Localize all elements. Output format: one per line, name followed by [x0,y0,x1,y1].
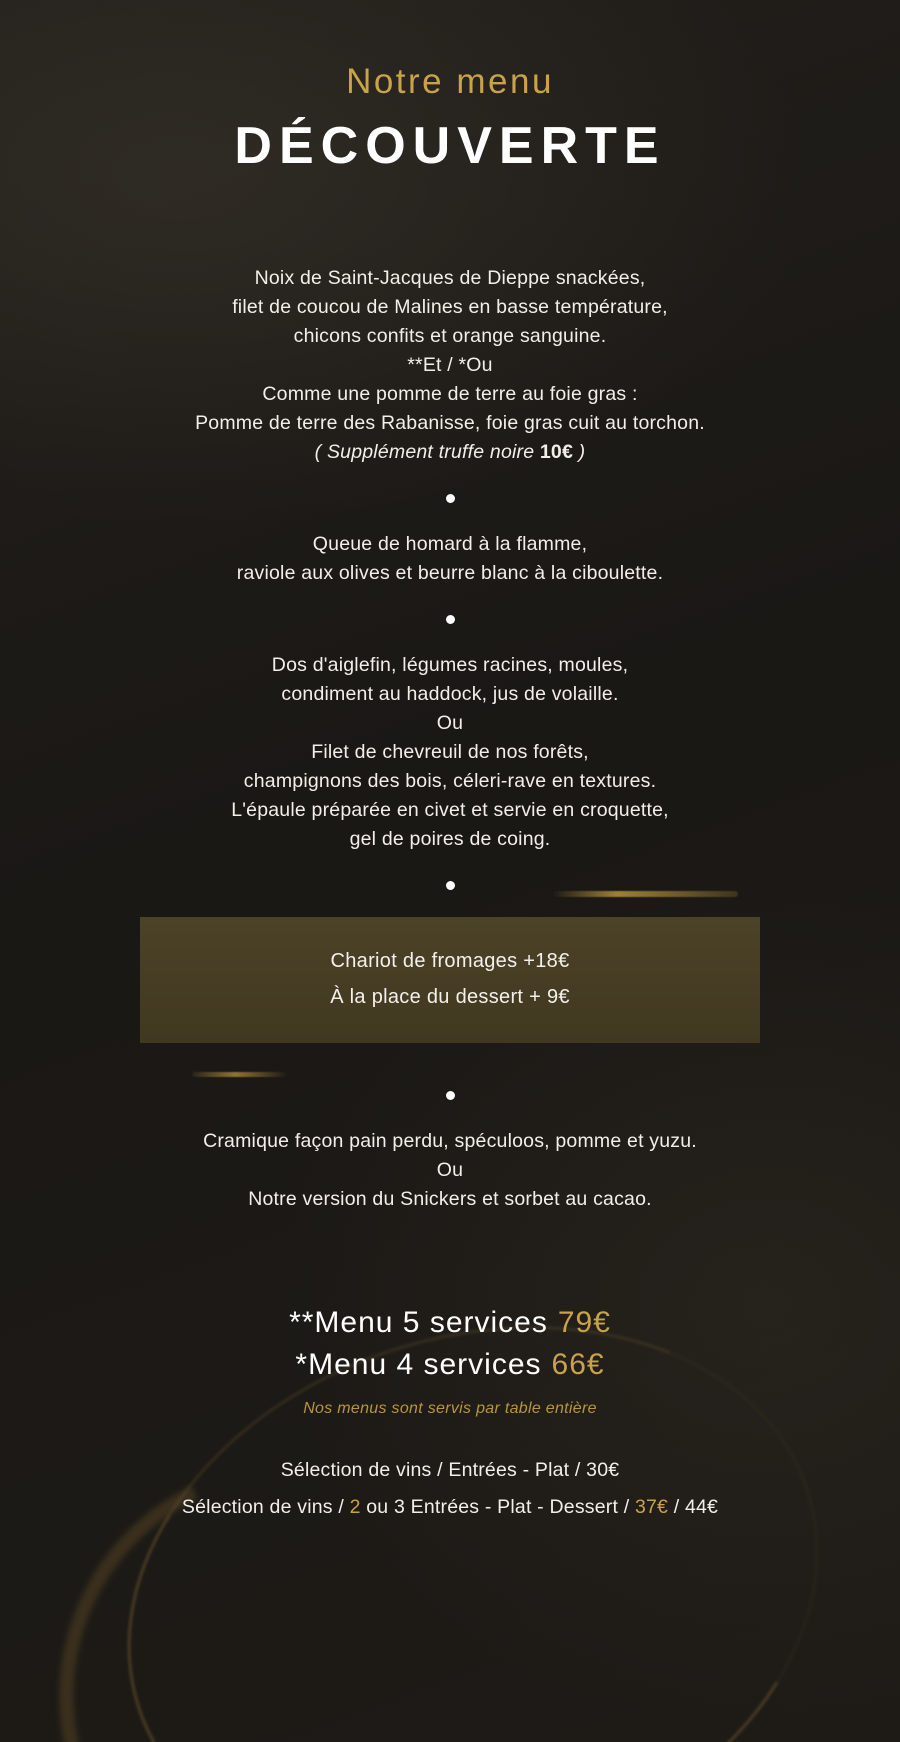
dessert-line: Cramique façon pain perdu, spéculoos, pomme et yuzu. [203,1130,697,1152]
course-separator-dot [446,1091,455,1100]
wine-pairing-line [40,1489,860,1526]
course-line: Queue de homard à la flamme, [312,533,588,555]
menu-4-services-amount: 66€ [551,1348,605,1381]
gold-brush-stroke-bottom [192,1072,288,1077]
course-line: Dos d'aiglefin, légumes racines, moules, [271,654,629,676]
course-item [40,264,860,467]
supplement-prefix: ( Supplément truffe noire [314,441,540,463]
course-line: Filet de chevreuil de nos forêts, [311,741,589,763]
cheese-line: Chariot de fromages +18€ [330,950,570,972]
course-item [40,530,860,588]
course-line: raviole aux olives et beurre blanc à la ciboulette. [236,562,664,584]
dessert-alternative-label: Ou [436,1159,464,1181]
wine-pairing-text: Sélection de vins / Entrées - Plat / [280,1459,581,1481]
course-item [40,651,860,854]
page-title: DÉCOUVERTE [234,117,666,175]
wine-pairing-price-alt: 37€ [634,1496,669,1518]
wine-pairing-price: 30€ [586,1459,620,1481]
wine-pairing-price: / 44€ [673,1496,719,1518]
supplement-suffix: ) [573,441,586,463]
course-line: Noix de Saint-Jacques de Dieppe snackées, [254,267,646,289]
menu-5-services-amount: 79€ [557,1306,611,1339]
course-line: Pomme de terre des Rabanisse, foie gras cuit au torchon. [195,412,705,434]
course-separator-dot [446,881,455,890]
course-separator-dot [446,615,455,624]
wine-pairing-text: ou 3 Entrées - Plat - Dessert / [366,1496,630,1518]
menu-5-services-price-row [40,1306,860,1340]
cheese-line: À la place du dessert + 9€ [330,986,570,1008]
wine-pairing-count: 2 [349,1496,361,1518]
bottom-spacer [40,1526,860,1596]
dessert-item [40,1127,860,1214]
course-line: champignons des bois, céleri-rave en textures. [243,770,657,792]
supplement-price: 10€ [539,441,574,463]
cheese-panel [140,917,760,1043]
course-line: condiment au haddock, jus de volaille. [281,683,619,705]
dessert-line: Notre version du Snickers et sorbet au cacao. [248,1188,652,1210]
cheese-section [140,917,760,1043]
course-supplement [40,438,860,467]
menu-kicker: Notre menu [346,62,554,101]
wine-pairing-section [40,1452,860,1526]
wine-pairing-line [40,1452,860,1489]
course-line: L'épaule préparée en civet et servie en croquette, [231,799,669,821]
course-list [40,264,860,1214]
price-note: Nos menus sont servis par table entière [303,1400,597,1417]
course-line: chicons confits et orange sanguine. [293,325,607,347]
course-line: Comme une pomme de terre au foie gras : [262,383,638,405]
course-line: filet de coucou de Malines en basse température, [232,296,668,318]
menu-4-services-price-row [40,1348,860,1382]
gold-brush-stroke-top [552,891,738,897]
course-separator-dot [446,494,455,503]
course-line: gel de poires de coing. [349,828,551,850]
wine-pairing-text: Sélection de vins / [181,1496,344,1518]
price-section [40,1306,860,1418]
course-alternative-label: **Et / *Ou [407,354,493,376]
menu-5-services-label: **Menu 5 services [289,1306,548,1339]
course-alternative-label: Ou [436,712,464,734]
menu-4-services-label: *Menu 4 services [295,1348,542,1381]
